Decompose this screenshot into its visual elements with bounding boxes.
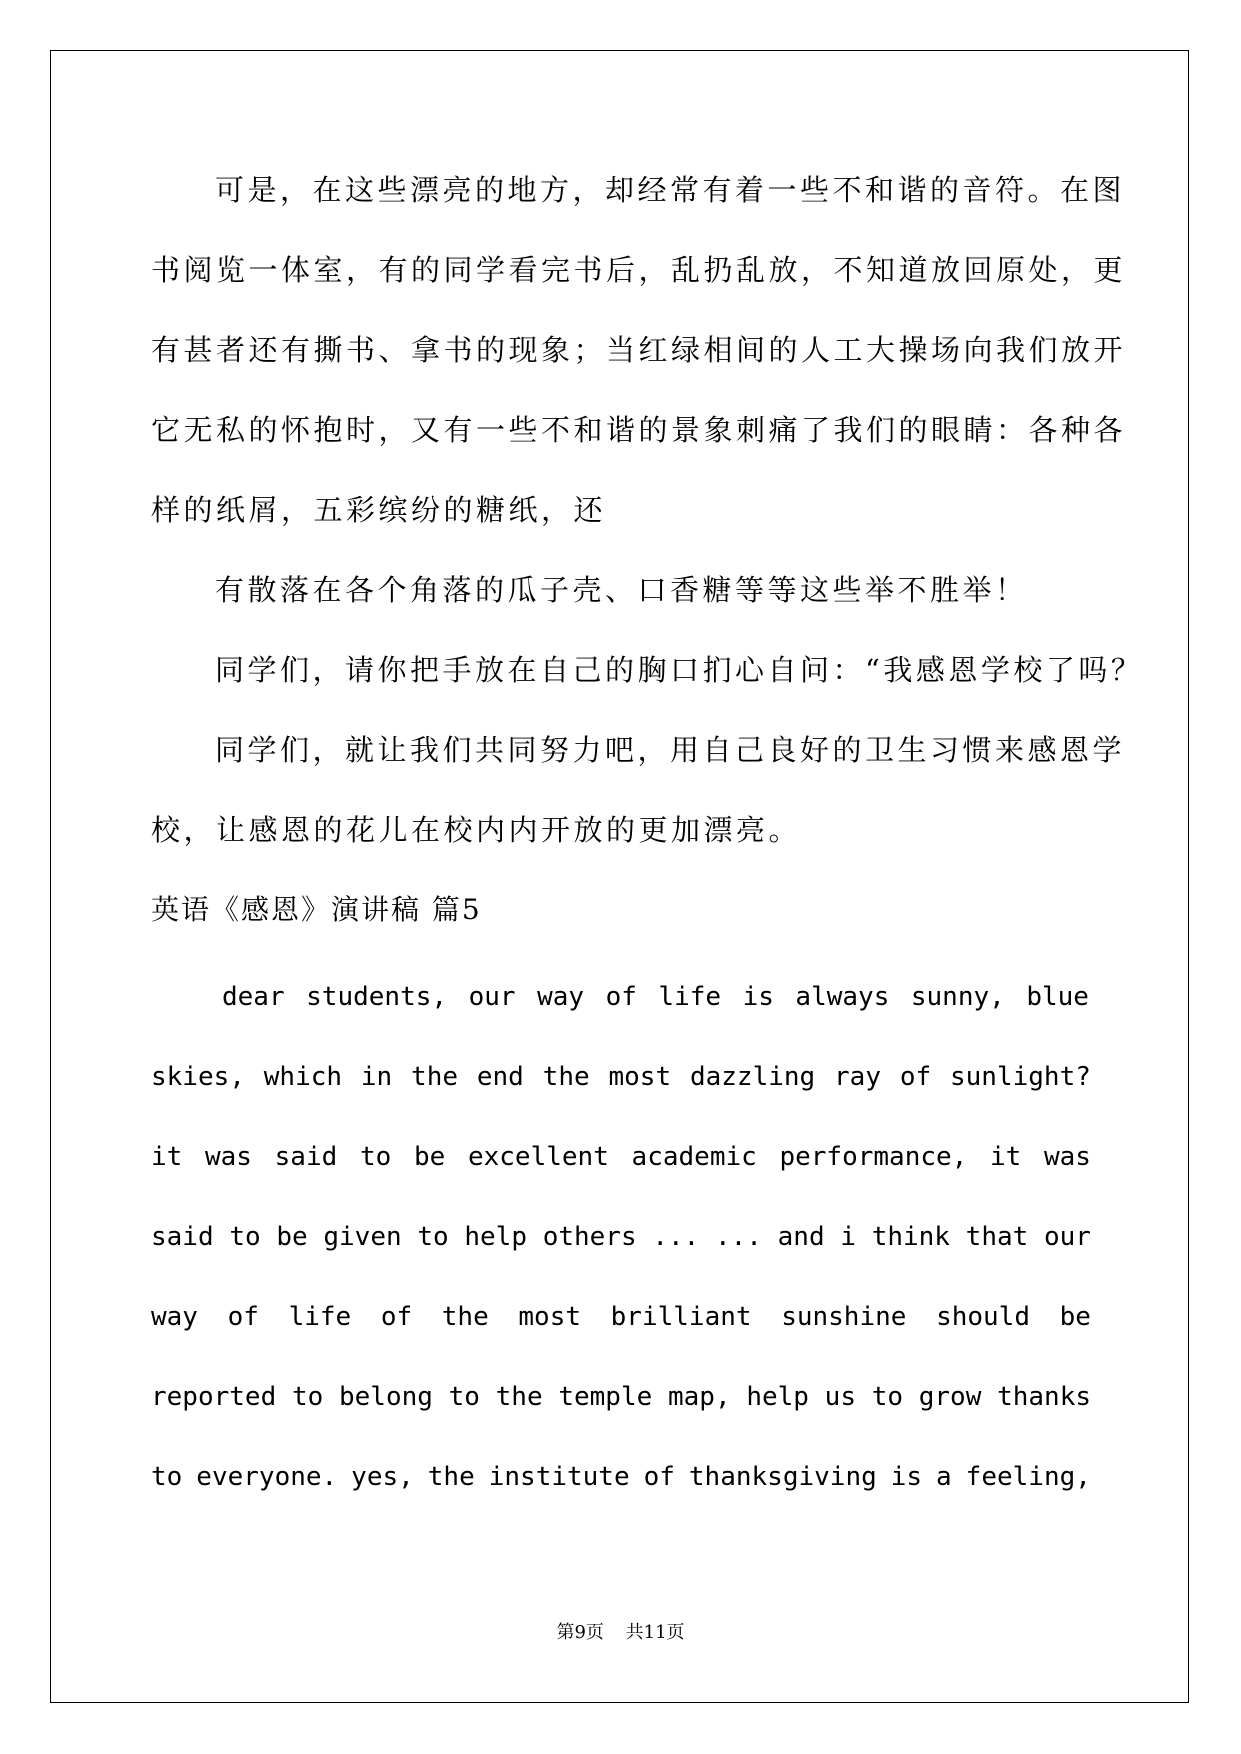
page-footer — [0, 1618, 1241, 1644]
word: dazzling — [689, 1062, 816, 1092]
word: to — [417, 1222, 449, 1252]
word: others — [542, 1222, 637, 1252]
english-line — [151, 1457, 1091, 1497]
word: it — [151, 1142, 183, 1172]
english-line — [151, 1057, 1091, 1097]
word: thanks — [997, 1382, 1091, 1412]
word: of — [605, 982, 637, 1012]
word: skies, — [151, 1062, 245, 1092]
word: way — [151, 1302, 198, 1332]
word: brilliant — [610, 1302, 752, 1332]
word: to — [151, 1462, 183, 1492]
word: life — [288, 1302, 352, 1332]
word: ... — [652, 1222, 700, 1252]
paragraph-line: 书阅览一体室，有的同学看完书后，乱扔乱放，不知道放回原处，更 — [151, 253, 1127, 287]
paragraph-line: 有散落在各个角落的瓜子壳、口香糖等等这些举不胜举！ — [215, 573, 1028, 607]
english-line — [151, 1137, 1091, 1177]
word: is — [742, 982, 774, 1012]
word: institute — [488, 1462, 630, 1492]
word: academic — [631, 1142, 757, 1172]
word: performance, — [779, 1142, 968, 1172]
word: of — [899, 1062, 932, 1092]
word: is — [890, 1462, 923, 1492]
word: the — [411, 1062, 459, 1092]
word: the — [495, 1382, 543, 1412]
word: most — [608, 1062, 672, 1092]
word: life — [658, 982, 722, 1012]
word: given — [323, 1222, 402, 1252]
word: be — [276, 1222, 308, 1252]
word: ... — [714, 1222, 762, 1252]
word: to — [229, 1222, 261, 1252]
page-frame — [50, 50, 1189, 1703]
paragraph-line: 它无私的怀抱时，又有一些不和谐的景象刺痛了我们的眼睛：各种各 — [151, 413, 1127, 447]
word: the — [542, 1062, 590, 1092]
word: end — [476, 1062, 524, 1092]
word: said — [151, 1222, 214, 1252]
word: map, — [667, 1382, 731, 1412]
word: to — [448, 1382, 480, 1412]
english-line — [151, 1297, 1091, 1337]
word: to — [359, 1142, 392, 1172]
word: way — [537, 982, 585, 1012]
page-number: 第9页 — [556, 1622, 604, 1643]
word: of — [380, 1302, 413, 1332]
word: a — [936, 1462, 952, 1492]
word: us — [824, 1382, 856, 1412]
word: was — [1044, 1142, 1091, 1172]
word: be — [1059, 1302, 1091, 1332]
word: belong — [338, 1382, 433, 1412]
word: and — [777, 1222, 825, 1252]
word: said — [274, 1142, 338, 1172]
paragraph-line: 样的纸屑，五彩缤纷的糖纸，还 — [151, 493, 607, 527]
english-line — [222, 977, 1089, 1017]
word: i — [840, 1222, 856, 1252]
word: it — [990, 1142, 1022, 1172]
paragraph-line: 同学们，就让我们共同努力吧，用自己良好的卫生习惯来感恩学 — [215, 733, 1126, 767]
word: that — [965, 1222, 1029, 1252]
word: the — [427, 1462, 475, 1492]
word: excellent — [467, 1142, 609, 1172]
word: sunlight? — [950, 1062, 1091, 1092]
word: our — [1044, 1222, 1091, 1252]
word: help — [746, 1382, 809, 1412]
word: of — [227, 1302, 259, 1332]
word: should — [936, 1302, 1030, 1332]
paragraph-line: 校，让感恩的花儿在校内内开放的更加漂亮。 — [151, 813, 802, 847]
english-line — [151, 1217, 1091, 1257]
word: of — [643, 1462, 675, 1492]
word: always — [795, 982, 890, 1012]
word: which — [263, 1062, 343, 1092]
word: think — [871, 1222, 950, 1252]
paragraph-line: 同学们，请你把手放在自己的胸口扪心自问：“我感恩学校了吗？ — [215, 653, 1144, 687]
word: the — [441, 1302, 489, 1332]
word: to — [871, 1382, 904, 1412]
word: in — [360, 1062, 393, 1092]
word: students, — [306, 982, 448, 1012]
word: our — [468, 982, 516, 1012]
word: blue — [1026, 982, 1089, 1012]
word: dear — [222, 982, 285, 1012]
word: was — [205, 1142, 252, 1172]
word: reported — [151, 1382, 277, 1412]
word: sunshine — [781, 1302, 907, 1332]
word: help — [464, 1222, 527, 1252]
word: sunny, — [910, 982, 1005, 1012]
word: to — [291, 1382, 324, 1412]
word: feeling, — [965, 1462, 1091, 1492]
word: most — [518, 1302, 582, 1332]
word: everyone. — [196, 1462, 338, 1492]
section-heading: 英语《感恩》演讲稿 篇5 — [151, 893, 482, 926]
word: be — [413, 1142, 446, 1172]
word: temple — [558, 1382, 653, 1412]
word: ray — [834, 1062, 881, 1092]
word: yes, — [351, 1462, 414, 1492]
english-line — [151, 1377, 1091, 1417]
word: grow — [918, 1382, 982, 1412]
paragraph-line: 可是，在这些漂亮的地方，却经常有着一些不和谐的音符。在图 — [215, 173, 1126, 207]
word: thanksgiving — [688, 1462, 877, 1492]
paragraph-line: 有甚者还有撕书、拿书的现象；当红绿相间的人工大操场向我们放开 — [151, 333, 1127, 367]
page-total: 共11页 — [625, 1622, 685, 1643]
